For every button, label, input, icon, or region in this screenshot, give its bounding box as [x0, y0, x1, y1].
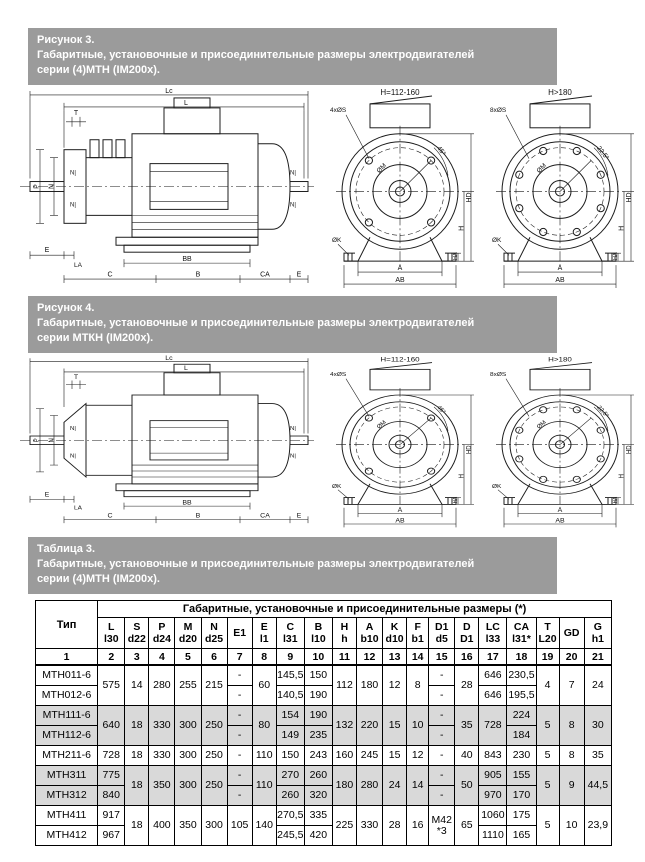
value-cell: 155	[507, 766, 536, 786]
dim-label-ca: CA	[260, 271, 270, 279]
value-cell: 8	[407, 665, 429, 706]
value-cell: 18	[125, 706, 149, 746]
value-cell: 180	[356, 665, 382, 706]
dim-label-la: LA	[74, 505, 82, 512]
value-cell: 110	[252, 746, 276, 766]
dim-label-bb: BB	[182, 499, 192, 507]
table-row	[36, 706, 612, 726]
value-cell: 112	[332, 665, 356, 706]
table-row	[36, 746, 612, 766]
column-header: B l10	[304, 618, 332, 649]
value-cell: -	[227, 665, 252, 686]
dim-label-nj: N|	[290, 202, 296, 209]
value-cell: 7	[559, 665, 584, 706]
value-cell: 230,5	[507, 665, 536, 686]
value-cell: 330	[149, 706, 175, 746]
value-cell: 260	[276, 786, 304, 806]
column-number: 6	[201, 649, 227, 666]
value-cell: 154	[276, 706, 304, 726]
dim-label-k: ØK	[332, 484, 342, 490]
value-cell: 575	[98, 665, 125, 706]
column-number: 7	[227, 649, 252, 666]
column-header: N d25	[201, 618, 227, 649]
value-cell: 140,5	[276, 686, 304, 706]
value-cell: 728	[98, 746, 125, 766]
column-header: K d10	[383, 618, 407, 649]
dim-label-nj: N|	[290, 170, 296, 177]
value-cell: 80	[252, 706, 276, 746]
motor-front-view-large	[488, 86, 638, 291]
dim-label-hd: HD	[625, 192, 634, 203]
dimension-lines	[30, 91, 308, 283]
column-header: F b1	[407, 618, 429, 649]
dim-label-a: A	[397, 265, 403, 273]
value-cell: -	[227, 726, 252, 746]
value-cell: 190	[304, 686, 332, 706]
dim-label-lc: Lc	[165, 355, 173, 362]
dimension-lines	[30, 358, 308, 523]
type-cell: МТН412	[36, 826, 98, 846]
angle-label: 22,5°	[595, 145, 611, 162]
value-cell: 16	[407, 806, 429, 846]
value-cell: 110	[252, 766, 276, 806]
motor-front-view-small	[328, 354, 478, 530]
column-number: 1	[36, 649, 98, 666]
bolt-count-label: 8xØS	[490, 372, 507, 379]
column-header: E l1	[252, 618, 276, 649]
value-cell: 235	[304, 726, 332, 746]
dim-label-n: N	[48, 183, 56, 190]
value-cell: 8	[559, 746, 584, 766]
value-cell: 9	[559, 766, 584, 806]
value-cell: 60	[252, 665, 276, 706]
angle-label: 22,5°	[595, 405, 610, 419]
column-number: 17	[479, 649, 507, 666]
dim-label-hd: HD	[465, 192, 474, 203]
figure-4-drawing	[16, 354, 638, 530]
value-cell: 14	[407, 766, 429, 806]
value-cell: 300	[175, 706, 201, 746]
column-header: A b10	[356, 618, 382, 649]
dim-label-a: A	[557, 265, 563, 273]
column-number: 3	[125, 649, 149, 666]
value-cell: 280	[149, 665, 175, 706]
value-cell: 180	[332, 766, 356, 806]
dim-label-l: L	[184, 365, 188, 373]
value-cell: 184	[507, 726, 536, 746]
dim-label-h: H	[618, 225, 626, 231]
value-cell: -	[429, 766, 455, 786]
dim-label-c: C	[107, 271, 113, 279]
table-row	[36, 826, 612, 846]
value-cell: 15	[383, 746, 407, 766]
value-cell: 150	[304, 665, 332, 686]
bolt-count-label: 4xØS	[330, 372, 347, 379]
table-3-caption-line2: Габаритные, установочные и присоединительные размеры электродвигателей	[37, 558, 475, 570]
column-number: 2	[98, 649, 125, 666]
type-cell: МТН111-6	[36, 706, 98, 726]
table-span-header: Габаритные, установочные и присоединительные размеры (*)	[98, 601, 612, 618]
table-3-caption-title: Таблица 3.	[37, 543, 96, 555]
figure-3-caption-line2: Габаритные, установочные и присоединительные размеры электродвигателей	[37, 49, 475, 61]
value-cell: -	[429, 746, 455, 766]
table-row	[36, 665, 612, 686]
value-cell: -	[227, 706, 252, 726]
value-cell: 250	[201, 746, 227, 766]
column-header: S d22	[125, 618, 149, 649]
value-cell: 917	[98, 806, 125, 826]
value-cell: 150	[276, 746, 304, 766]
value-cell: 190	[304, 706, 332, 726]
figure-4-caption	[28, 296, 557, 353]
dim-label-h: H	[458, 225, 466, 231]
column-header: C l31	[276, 618, 304, 649]
value-cell: -	[227, 746, 252, 766]
column-header: GD	[559, 618, 584, 649]
value-cell: 28	[455, 665, 479, 706]
dim-label-c: C	[107, 513, 113, 520]
angle-label: 45°	[435, 145, 447, 158]
column-header: D D1	[455, 618, 479, 649]
bolt-count-label: 8xØS	[490, 106, 507, 114]
dim-label-ha: HA	[612, 496, 620, 504]
dim-label-hd: HD	[625, 445, 634, 455]
value-cell: 65	[455, 806, 479, 846]
column-header: G h1	[584, 618, 611, 649]
column-number: 21	[584, 649, 611, 666]
value-cell: 300	[175, 746, 201, 766]
front-view-title: H>180	[548, 87, 572, 97]
value-cell: 195,5	[507, 686, 536, 706]
value-cell: 5	[536, 766, 559, 806]
table-3-caption	[28, 537, 557, 594]
value-cell: 5	[536, 746, 559, 766]
column-header-type: Тип	[36, 601, 98, 649]
value-cell: 12	[407, 746, 429, 766]
value-cell: 1110	[479, 826, 507, 846]
column-number: 10	[304, 649, 332, 666]
value-cell: 300	[175, 766, 201, 806]
value-cell: 330	[356, 806, 382, 846]
value-cell: 224	[507, 706, 536, 726]
value-cell: 250	[201, 766, 227, 806]
value-cell: M42 *3	[429, 806, 455, 846]
dim-label-k: ØK	[332, 237, 342, 245]
value-cell: 170	[507, 786, 536, 806]
dim-label-nj: N|	[70, 426, 76, 432]
figure-4-caption-title: Рисунок 4.	[37, 302, 95, 314]
dim-label-nj: N|	[70, 202, 76, 209]
type-cell: МТН012-6	[36, 686, 98, 706]
table-row	[36, 806, 612, 826]
value-cell: 1060	[479, 806, 507, 826]
value-cell: 245,5	[276, 826, 304, 846]
value-cell: 255	[175, 665, 201, 706]
value-cell: -	[429, 726, 455, 746]
front-view-title: H>180	[548, 355, 572, 364]
front-view-title: H=112-160	[380, 87, 420, 97]
value-cell: 12	[383, 665, 407, 706]
dim-label-ab: AB	[395, 277, 405, 285]
dim-label-lc: Lc	[165, 87, 173, 95]
column-header: T L20	[536, 618, 559, 649]
value-cell: 5	[536, 706, 559, 746]
value-cell: 970	[479, 786, 507, 806]
table-row	[36, 786, 612, 806]
value-cell: -	[429, 786, 455, 806]
angle-label: 45°	[435, 405, 447, 416]
dim-label-ca: CA	[260, 513, 270, 520]
value-cell: 35	[455, 706, 479, 746]
column-number: 14	[407, 649, 429, 666]
value-cell: 132	[332, 706, 356, 746]
type-cell: МТН011-6	[36, 665, 98, 686]
value-cell: 280	[356, 766, 382, 806]
value-cell: 646	[479, 665, 507, 686]
value-cell: 335	[304, 806, 332, 826]
value-cell: 215	[201, 665, 227, 706]
dim-label-m: ØM	[535, 162, 548, 175]
dim-label-t: T	[73, 374, 79, 381]
dim-label-a: A	[397, 507, 403, 514]
column-number: 18	[507, 649, 536, 666]
column-number: 11	[332, 649, 356, 666]
value-cell: 10	[407, 706, 429, 746]
value-cell: 175	[507, 806, 536, 826]
value-cell: 18	[125, 766, 149, 806]
value-cell: 160	[332, 746, 356, 766]
bolt-count-label: 4xØS	[330, 106, 347, 114]
value-cell: 28	[383, 806, 407, 846]
motor-side-view	[16, 86, 318, 291]
dim-label-m: ØM	[376, 419, 389, 431]
value-cell: -	[429, 706, 455, 726]
dim-label-ha: HA	[452, 252, 460, 260]
value-cell: 728	[479, 706, 507, 746]
value-cell: 145,5	[276, 665, 304, 686]
value-cell: 230	[507, 746, 536, 766]
motor-side-view	[16, 354, 318, 530]
dim-label-ha: HA	[612, 252, 620, 260]
value-cell: 14	[125, 665, 149, 706]
dim-label-la: LA	[74, 262, 82, 270]
dim-label-t: T	[73, 109, 79, 117]
value-cell: 843	[479, 746, 507, 766]
type-cell: МТН112-6	[36, 726, 98, 746]
type-cell: МТН211-6	[36, 746, 98, 766]
dim-label-b: B	[195, 513, 201, 520]
value-cell: 140	[252, 806, 276, 846]
value-cell: 10	[559, 806, 584, 846]
value-cell: 640	[98, 706, 125, 746]
dim-label-nj: N|	[290, 453, 296, 460]
value-cell: 967	[98, 826, 125, 846]
table-3-caption-line3: серии (4)МТН (IM200х).	[37, 573, 160, 585]
value-cell: 250	[201, 706, 227, 746]
dim-label-ab: AB	[555, 277, 565, 285]
value-cell: 105	[227, 806, 252, 846]
column-header: H h	[332, 618, 356, 649]
value-cell: -	[227, 686, 252, 706]
value-cell: 18	[125, 746, 149, 766]
figure-3-caption-line3: серии (4)МТН (IM200x).	[37, 64, 160, 76]
column-header: L l30	[98, 618, 125, 649]
dim-label-e: E	[296, 271, 302, 279]
column-header: D1 d5	[429, 618, 455, 649]
value-cell: 270	[276, 766, 304, 786]
dim-label-e: E	[44, 247, 50, 255]
value-cell: 225	[332, 806, 356, 846]
dim-label-b: B	[195, 271, 201, 279]
figure-4-caption-line3: серии МТКН (IM200x).	[37, 332, 154, 344]
figure-3-caption-title: Рисунок 3.	[37, 34, 95, 46]
dim-label-h: H	[458, 474, 466, 479]
column-header: LC l33	[479, 618, 507, 649]
dim-label-nj: N|	[70, 170, 76, 177]
value-cell: 44,5	[584, 766, 611, 806]
value-cell: 220	[356, 706, 382, 746]
value-cell: 330	[149, 746, 175, 766]
column-number: 16	[455, 649, 479, 666]
figure-3-caption	[28, 28, 557, 85]
figure-3-drawing	[16, 86, 638, 291]
value-cell: 4	[536, 665, 559, 706]
value-cell: 420	[304, 826, 332, 846]
value-cell: 400	[149, 806, 175, 846]
dimensions-table	[35, 600, 612, 846]
column-header: E1	[227, 618, 252, 649]
value-cell: 24	[383, 766, 407, 806]
value-cell: -	[227, 766, 252, 786]
dim-label-hd: HD	[465, 445, 474, 455]
value-cell: 350	[175, 806, 201, 846]
value-cell: 243	[304, 746, 332, 766]
column-number: 13	[383, 649, 407, 666]
dim-label-k: ØK	[492, 484, 502, 490]
motor-front-view-small	[328, 86, 478, 291]
column-number: 8	[252, 649, 276, 666]
column-number: 19	[536, 649, 559, 666]
column-number: 9	[276, 649, 304, 666]
dim-label-k: ØK	[492, 237, 502, 245]
value-cell: -	[227, 786, 252, 806]
value-cell: 35	[584, 746, 611, 766]
dim-label-ab: AB	[395, 517, 405, 525]
dim-label-nj: N|	[70, 453, 76, 460]
value-cell: 350	[149, 766, 175, 806]
column-number-row	[36, 649, 612, 666]
value-cell: 840	[98, 786, 125, 806]
value-cell: 320	[304, 786, 332, 806]
dim-label-e: E	[296, 513, 302, 520]
front-view-title: H=112-160	[380, 355, 420, 364]
value-cell: 24	[584, 665, 611, 706]
dim-label-nj: N|	[290, 426, 296, 432]
value-cell: 245	[356, 746, 382, 766]
column-number: 4	[149, 649, 175, 666]
value-cell: 8	[559, 706, 584, 746]
dim-label-m: ØM	[375, 162, 388, 175]
value-cell: 30	[584, 706, 611, 746]
value-cell: 15	[383, 706, 407, 746]
value-cell: 18	[125, 806, 149, 846]
value-cell: 775	[98, 766, 125, 786]
value-cell: 165	[507, 826, 536, 846]
column-header: P d24	[149, 618, 175, 649]
column-header: M d20	[175, 618, 201, 649]
dim-label-p: P	[33, 438, 41, 443]
value-cell: 646	[479, 686, 507, 706]
dim-label-bb: BB	[182, 256, 192, 264]
column-number: 12	[356, 649, 382, 666]
value-cell: -	[429, 665, 455, 686]
value-cell: -	[429, 686, 455, 706]
column-number: 5	[175, 649, 201, 666]
dim-label-a: A	[557, 507, 563, 514]
table-row	[36, 766, 612, 786]
dim-label-e: E	[44, 492, 50, 499]
value-cell: 23,9	[584, 806, 611, 846]
dim-label-m: ØM	[536, 419, 549, 431]
table-3-container	[35, 600, 612, 846]
value-cell: 260	[304, 766, 332, 786]
dim-label-ha: HA	[452, 496, 460, 504]
type-cell: МТН411	[36, 806, 98, 826]
type-cell: МТН311	[36, 766, 98, 786]
value-cell: 50	[455, 766, 479, 806]
value-cell: 5	[536, 806, 559, 846]
value-cell: 40	[455, 746, 479, 766]
dim-label-n: N	[48, 438, 56, 443]
column-header: CA l31*	[507, 618, 536, 649]
dim-label-p: P	[33, 184, 41, 189]
value-cell: 905	[479, 766, 507, 786]
figure-4-caption-line2: Габаритные, установочные и присоединительные размеры электродвигателей	[37, 317, 475, 329]
value-cell: 149	[276, 726, 304, 746]
column-number: 15	[429, 649, 455, 666]
motor-front-view-large	[488, 354, 638, 530]
value-cell: 300	[201, 806, 227, 846]
dim-label-ab: AB	[555, 517, 565, 525]
value-cell: 270,5	[276, 806, 304, 826]
column-number: 20	[559, 649, 584, 666]
type-cell: МТН312	[36, 786, 98, 806]
dim-label-h: H	[618, 474, 626, 479]
dim-label-l: L	[184, 99, 188, 107]
